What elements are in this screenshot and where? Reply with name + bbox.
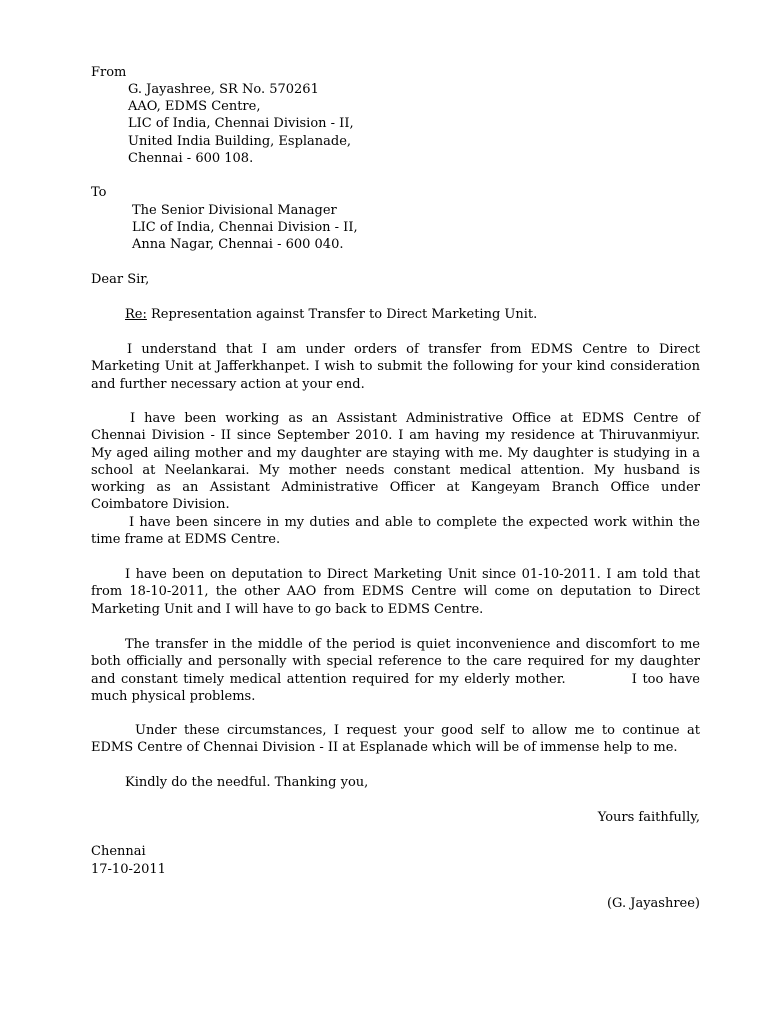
recipient-line: Anna Nagar, Chennai - 600 040.	[132, 237, 344, 252]
sender-line: Chennai - 600 108.	[128, 151, 254, 166]
subject-prefix: Re:	[125, 307, 147, 322]
from-label: From	[91, 65, 127, 80]
valediction: Yours faithfully,	[597, 810, 700, 825]
salutation: Dear Sir,	[91, 272, 150, 287]
body-paragraph: I understand that I am under orders of transfer from EDMS Centre to Direct Marketing Unit at Jafferkhanpet. I wish to submit the following for your kind consideration and further necessary action at your end.	[91, 342, 700, 392]
subject-line	[125, 306, 537, 323]
date: 17-10-2011	[91, 862, 166, 877]
body-paragraph: I have been working as an Assistant Administrative Office at EDMS Centre of Chennai Division - II since September 2010. I am having my residence at Thiruvanmiyur. My aged ailing mother and my daughter are staying with me. My daughter is studying in a school at Neelankarai. My mother needs constant medical attention. My husband is working as an Assistant Administrative Officer at Kangeyam Branch Office under Coimbatore Division.	[91, 411, 700, 513]
subject-text: Representation against Transfer to Direct Marketing Unit.	[146, 307, 538, 322]
place: Chennai	[91, 844, 146, 859]
recipient-line: LIC of India, Chennai Division - II,	[132, 220, 358, 235]
body-paragraph: Under these circumstances, I request your good self to allow me to continue at EDMS Centre of Chennai Division - II at Esplanade which will be of immense help to me.	[91, 723, 700, 756]
recipient-line: The Senior Divisional Manager	[132, 203, 337, 218]
signature-name: (G. Jayashree)	[606, 896, 700, 911]
sender-line: AAO, EDMS Centre,	[128, 99, 261, 114]
body-paragraph: The transfer in the middle of the period is quiet inconvenience and discomfort to me both officially and personally with special reference to the care required for my daughter and constant timely medical attention required for my elderly mother. I too have much physical problems.	[91, 637, 705, 704]
sender-line: LIC of India, Chennai Division - II,	[128, 116, 354, 131]
body-paragraph: I have been sincere in my duties and able to complete the expected work within the time frame at EDMS Centre.	[91, 515, 700, 548]
closing-line: Kindly do the needful. Thanking you,	[125, 775, 369, 790]
sender-line: United India Building, Esplanade,	[128, 134, 352, 149]
body-paragraph: I have been on deputation to Direct Marketing Unit since 01-10-2011. I am told that from 18-10-2011, the other AAO from EDMS Centre will come on deputation to Direct Marketing Unit and I will have to go back to EDMS Centre.	[91, 567, 700, 617]
to-label: To	[91, 185, 107, 200]
sender-line: G. Jayashree, SR No. 570261	[128, 82, 319, 97]
